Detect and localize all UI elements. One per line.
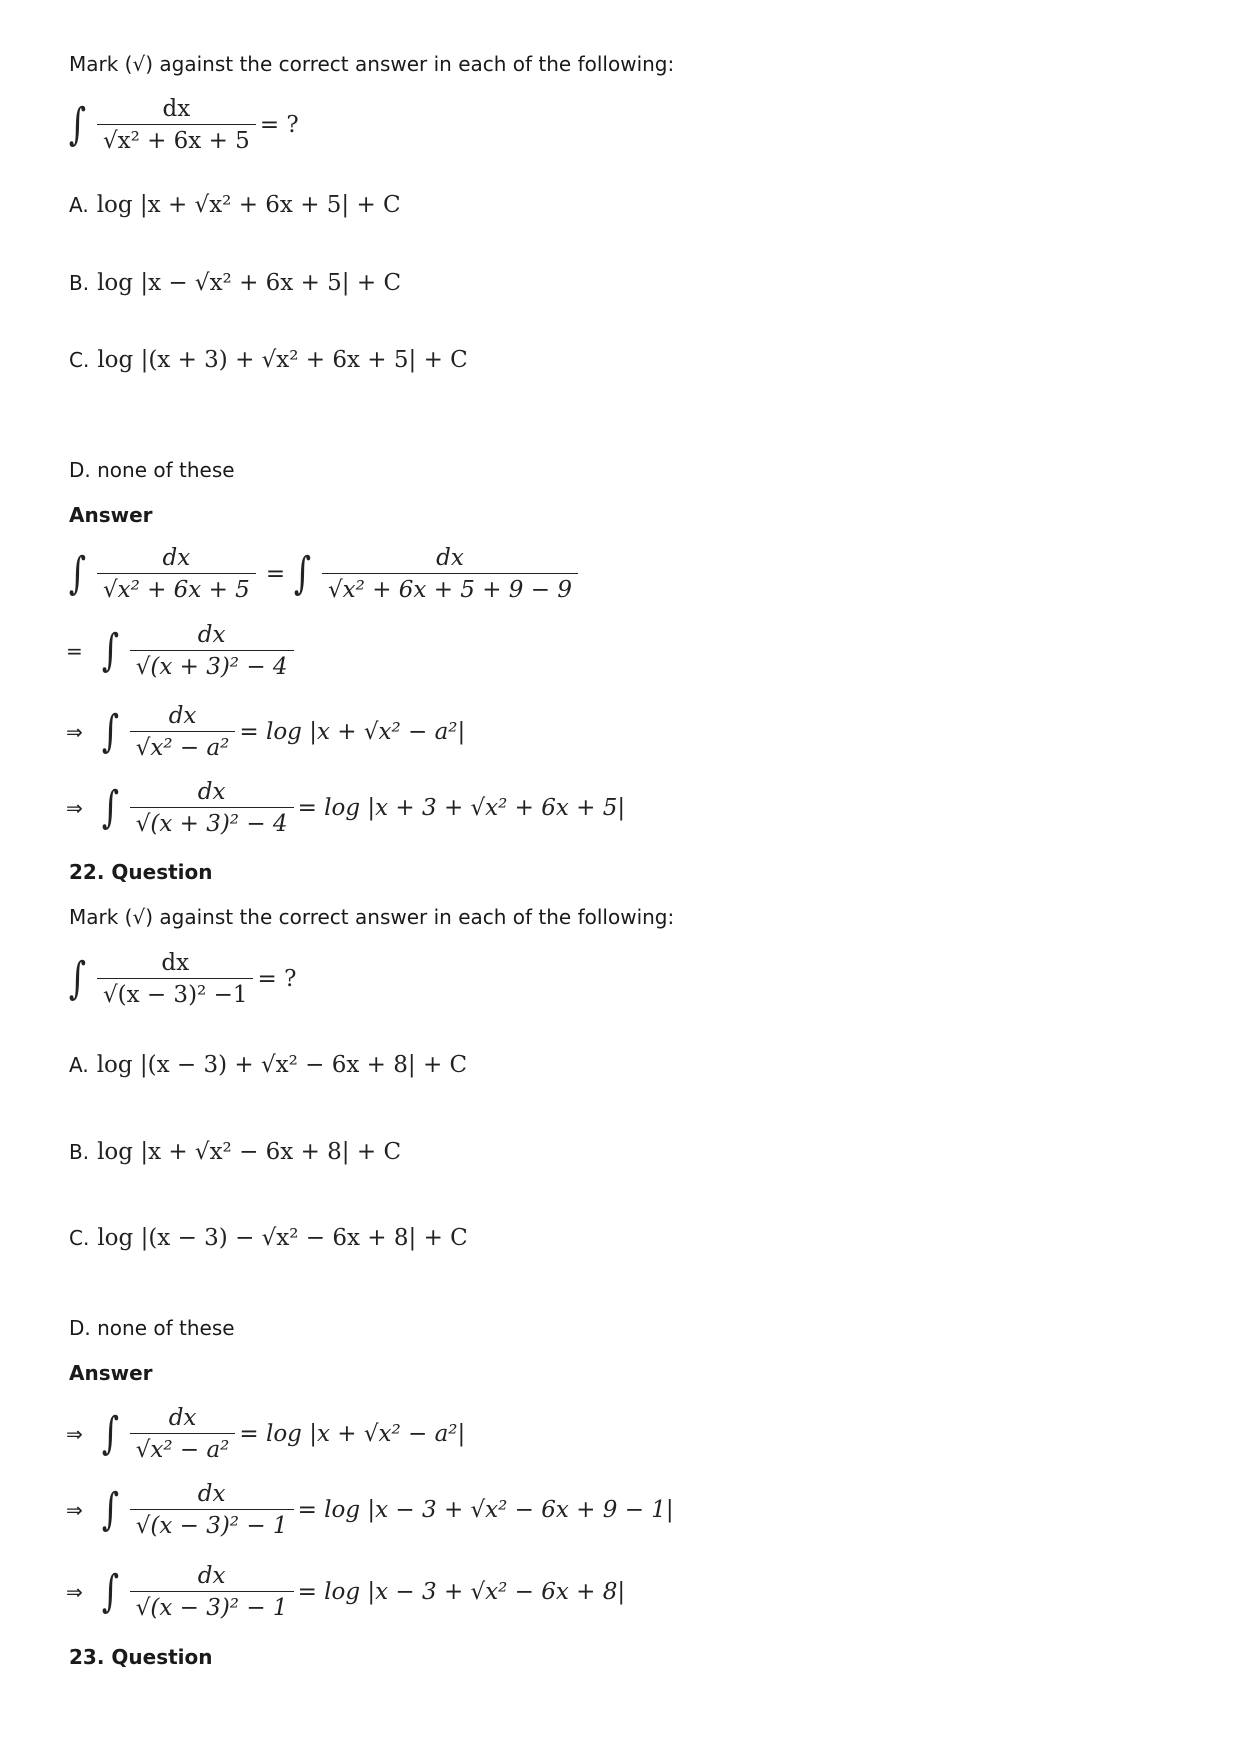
fraction-numerator: dx (197, 622, 226, 648)
q22-option-c[interactable] (69, 1225, 468, 1251)
fraction-denominator: √(x + 3)² − 4 (130, 650, 294, 680)
option-label: C. (69, 1226, 90, 1250)
option-expression: log |x − √x² + 6x + 5| + C (97, 270, 402, 296)
q21-option-c[interactable] (69, 347, 468, 373)
option-label: B. (69, 271, 90, 295)
option-expression: log |(x + 3) + √x² + 6x + 5| + C (97, 347, 468, 373)
fraction-numerator: dx (168, 703, 197, 729)
integral-sign-icon: ∫ (68, 548, 87, 599)
option-label: A. (69, 193, 89, 217)
fraction-numerator: dx (162, 96, 191, 122)
q21-step-4 (66, 779, 625, 837)
fraction-denominator: √x² − a² (130, 731, 236, 761)
fraction-denominator: √(x − 3)² − 1 (130, 1591, 294, 1621)
option-expression: log |(x − 3) + √x² − 6x + 8| + C (96, 1052, 468, 1078)
integral-sign-icon: ∫ (101, 1566, 119, 1617)
step-fraction (130, 622, 294, 680)
fraction-denominator: √x² + 6x + 5 (97, 573, 256, 603)
q21-step-3 (66, 703, 465, 761)
q22-step-3 (66, 1563, 625, 1621)
q21-step-1 (66, 545, 582, 603)
q22-option-d[interactable]: D. none of these (69, 1316, 235, 1340)
step-rhs: = log |x + √x² − a²| (239, 719, 466, 745)
fraction-numerator: dx (197, 779, 226, 805)
fraction-numerator: dx (162, 545, 191, 571)
q22-problem-fraction (97, 950, 254, 1008)
option-expression: log |x + √x² + 6x + 5| + C (96, 192, 401, 218)
fraction-numerator: dx (197, 1563, 226, 1589)
step-prefix: = (66, 639, 83, 663)
option-expression: log |(x − 3) − √x² − 6x + 8| + C (97, 1225, 468, 1251)
step-fraction (97, 545, 256, 603)
integral-sign-icon: ∫ (101, 706, 119, 757)
integral-sign-icon: ∫ (101, 625, 119, 676)
step-fraction (130, 1563, 294, 1621)
problem-rhs: = ? (257, 966, 297, 992)
fraction-denominator: √(x − 3)² − 1 (130, 1509, 294, 1539)
q21-problem (66, 96, 299, 154)
step-prefix: ⇒ (66, 1580, 83, 1604)
fraction-denominator: √x² + 6x + 5 (97, 124, 256, 154)
step-prefix: ⇒ (66, 1422, 83, 1446)
q22-instruction: Mark (√) against the correct answer in each of the following: (69, 905, 675, 929)
q21-option-d[interactable]: D. none of these (69, 458, 235, 482)
fraction-numerator: dx (168, 1405, 197, 1431)
q22-option-a[interactable] (69, 1052, 467, 1078)
q22-answer-heading: Answer (69, 1361, 153, 1385)
option-expression: log |x + √x² − 6x + 8| + C (97, 1139, 402, 1165)
option-label: A. (69, 1053, 89, 1077)
fraction-numerator: dx (161, 950, 190, 976)
option-label: B. (69, 1140, 90, 1164)
q21-problem-fraction (97, 96, 256, 154)
q22-step-1 (66, 1405, 465, 1463)
step-fraction (322, 545, 578, 603)
fraction-denominator: √x² + 6x + 5 + 9 − 9 (322, 573, 578, 603)
fraction-numerator: dx (436, 545, 464, 571)
integral-sign-icon: ∫ (68, 953, 87, 1004)
q21-step-2 (66, 622, 298, 680)
q21-answer-heading: Answer (69, 503, 153, 527)
integral-sign-icon: ∫ (101, 1484, 119, 1535)
equals-sign: = (265, 561, 286, 587)
q22-problem (66, 950, 296, 1008)
step-prefix: ⇒ (66, 796, 83, 820)
q22-option-b[interactable] (69, 1139, 401, 1165)
step-rhs: = log |x − 3 + √x² − 6x + 8| (297, 1579, 626, 1605)
integral-sign-icon: ∫ (293, 548, 312, 599)
q21-option-b[interactable] (69, 270, 401, 296)
fraction-denominator: √(x + 3)² − 4 (130, 807, 294, 837)
fraction-denominator: √x² − a² (130, 1433, 236, 1463)
q21-instruction: Mark (√) against the correct answer in each of the following: (69, 52, 675, 76)
integral-sign-icon: ∫ (68, 99, 87, 150)
step-fraction (130, 779, 294, 837)
integral-sign-icon: ∫ (101, 1408, 119, 1459)
option-label: C. (69, 348, 90, 372)
fraction-denominator: √(x − 3)² −1 (97, 978, 254, 1008)
q22-step-2 (66, 1481, 674, 1539)
problem-rhs: = ? (259, 112, 299, 138)
step-rhs: = log |x − 3 + √x² − 6x + 9 − 1| (297, 1497, 674, 1523)
q23-heading: 23. Question (69, 1645, 213, 1669)
step-rhs: = log |x + 3 + √x² + 6x + 5| (297, 795, 626, 821)
q21-option-a[interactable] (69, 192, 401, 218)
step-prefix: ⇒ (66, 720, 83, 744)
step-prefix: ⇒ (66, 1498, 83, 1522)
step-rhs: = log |x + √x² − a²| (239, 1421, 466, 1447)
q22-heading: 22. Question (69, 860, 213, 884)
step-fraction (130, 703, 236, 761)
step-fraction (130, 1481, 294, 1539)
integral-sign-icon: ∫ (101, 782, 119, 833)
step-fraction (130, 1405, 236, 1463)
fraction-numerator: dx (197, 1481, 226, 1507)
